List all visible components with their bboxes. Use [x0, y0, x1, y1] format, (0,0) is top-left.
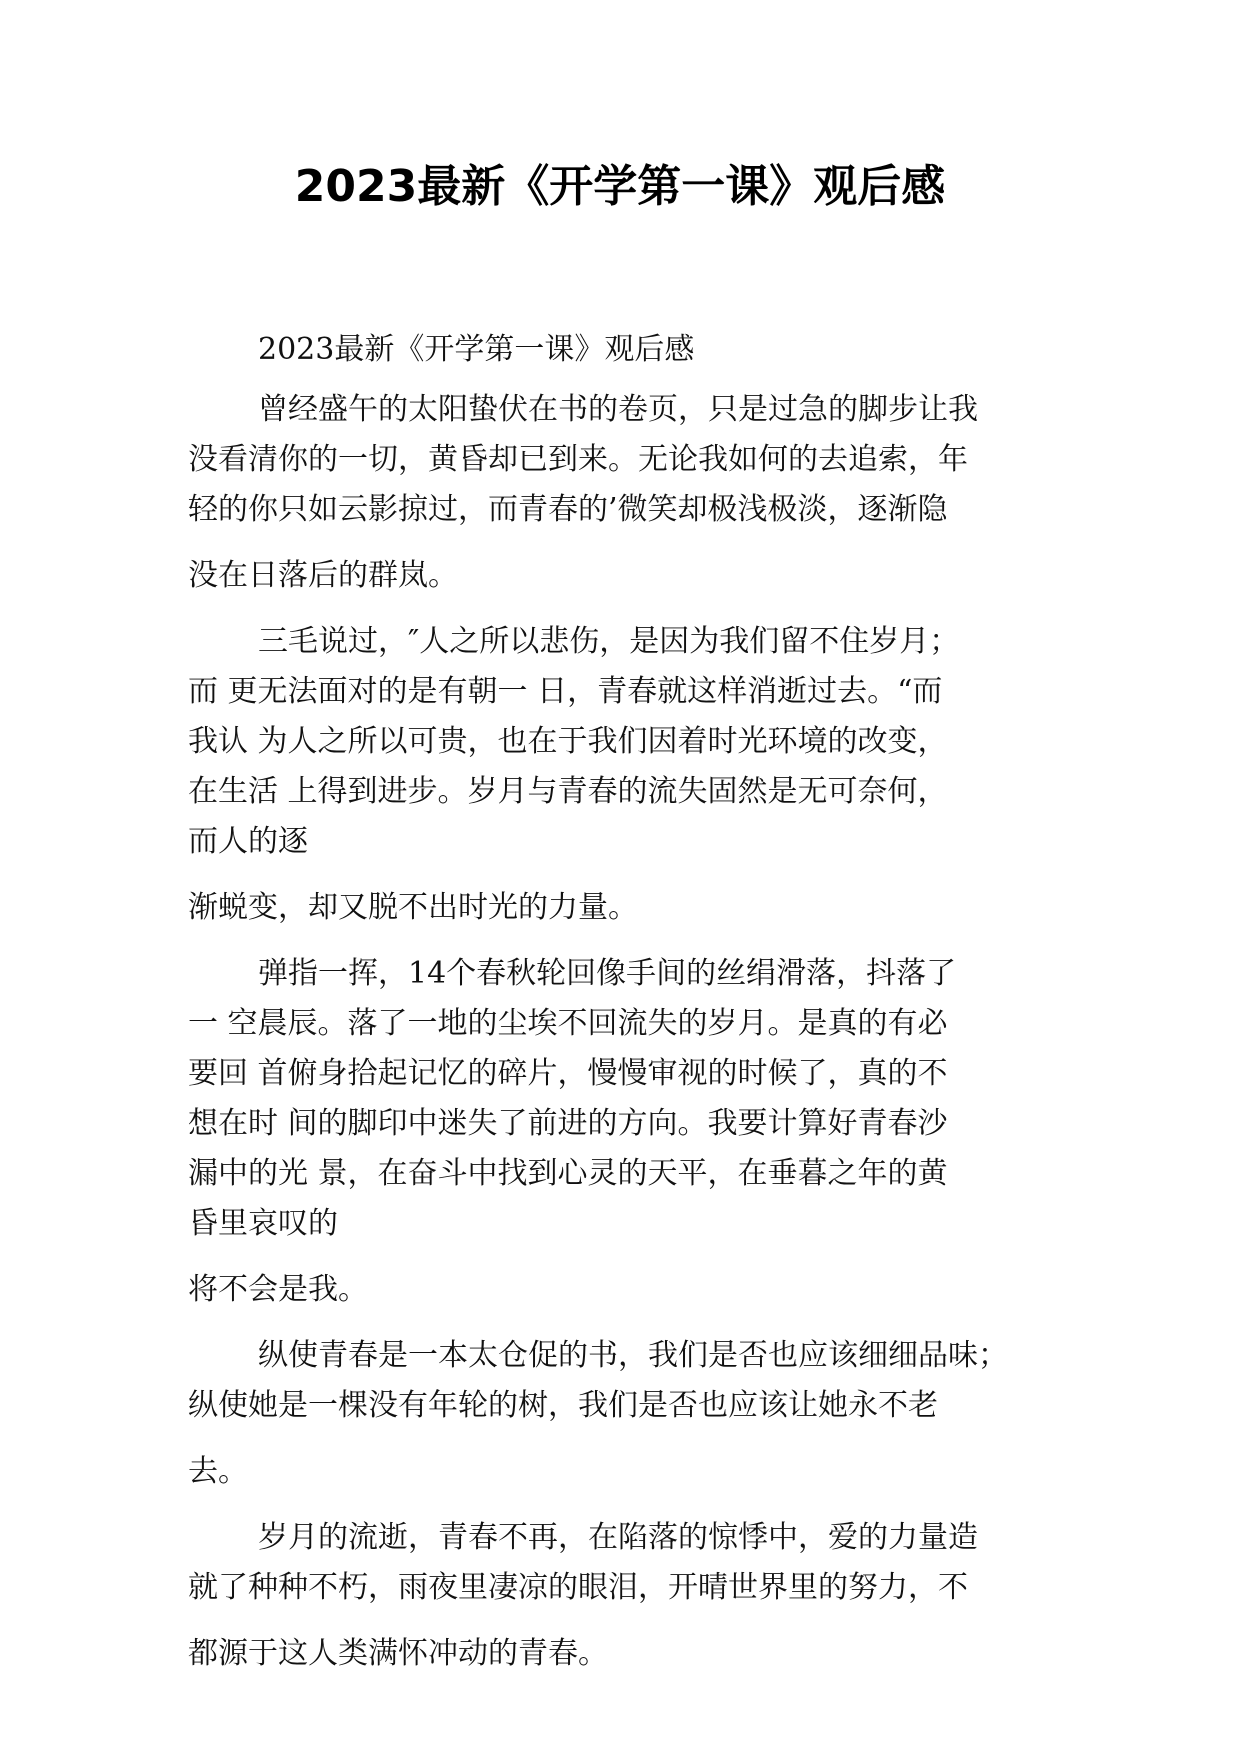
paragraph-line: 都源于这人类满怀冲动的青春。 — [188, 1636, 608, 1671]
paragraph-line: 曾经盛午的太阳蛰伏在书的卷页，只是过急的脚步让我 — [258, 392, 978, 427]
paragraph-line: 想在时 间的脚印中迷失了前进的方向。我要计算好青春沙 — [188, 1106, 948, 1141]
paragraph-line: 没在日落后的群岚。 — [188, 558, 458, 593]
paragraph-line: 岁月的流逝，青春不再，在陷落的惊悸中，爱的力量造 — [258, 1520, 978, 1555]
paragraph-line: 一 空晨辰。落了一地的尘埃不回流失的岁月。是真的有必 — [188, 1006, 948, 1041]
paragraph-line: 在生活 上得到进步。岁月与青春的流失固然是无可奈何， — [188, 774, 948, 809]
paragraph-line: 要回 首俯身拾起记忆的碎片，慢慢审视的时候了，真的不 — [188, 1056, 948, 1091]
document-title: 2023最新《开学第一课》观后感 — [294, 161, 946, 212]
subtitle-line: 2023最新《开学第一课》观后感 — [258, 332, 695, 367]
paragraph-line: 渐蜕变，却又脱不出时光的力量。 — [188, 890, 638, 925]
paragraph-line: 去。 — [188, 1454, 248, 1489]
paragraph-line: 没看清你的一切，黄昏却已到来。无论我如何的去追索，年 — [188, 442, 968, 477]
paragraph-line: 昏里哀叹的 — [188, 1206, 338, 1241]
paragraph-line: 而人的逐 — [188, 824, 308, 859]
paragraph-line: 我认 为人之所以可贵，也在于我们因着时光环境的改变， — [188, 724, 948, 759]
paragraph-line: 而 更无法面对的是有朝一 日，青春就这样消逝过去。“而 — [188, 674, 943, 709]
paragraph-line: 将不会是我。 — [188, 1272, 368, 1307]
paragraph-line: 纵使青春是一本太仓促的书，我们是否也应该细细品味； — [258, 1338, 1008, 1373]
paragraph-line: 三毛说过，″人之所以悲伤，是因为我们留不住岁月； — [258, 624, 960, 659]
paragraph-line: 就了种种不朽，雨夜里凄凉的眼泪，开晴世界里的努力，不 — [188, 1570, 968, 1605]
paragraph-line: 轻的你只如云影掠过，而青春的’微笑却极浅极淡，逐渐隐 — [188, 492, 948, 527]
paragraph-line: 纵使她是一棵没有年轮的树，我们是否也应该让她永不老 — [188, 1388, 938, 1423]
paragraph-line: 漏中的光 景，在奋斗中找到心灵的天平，在垂暮之年的黄 — [188, 1156, 948, 1191]
paragraph-line: 弹指一挥，14个春秋轮回像手间的丝绢滑落，抖落了 — [258, 956, 957, 991]
